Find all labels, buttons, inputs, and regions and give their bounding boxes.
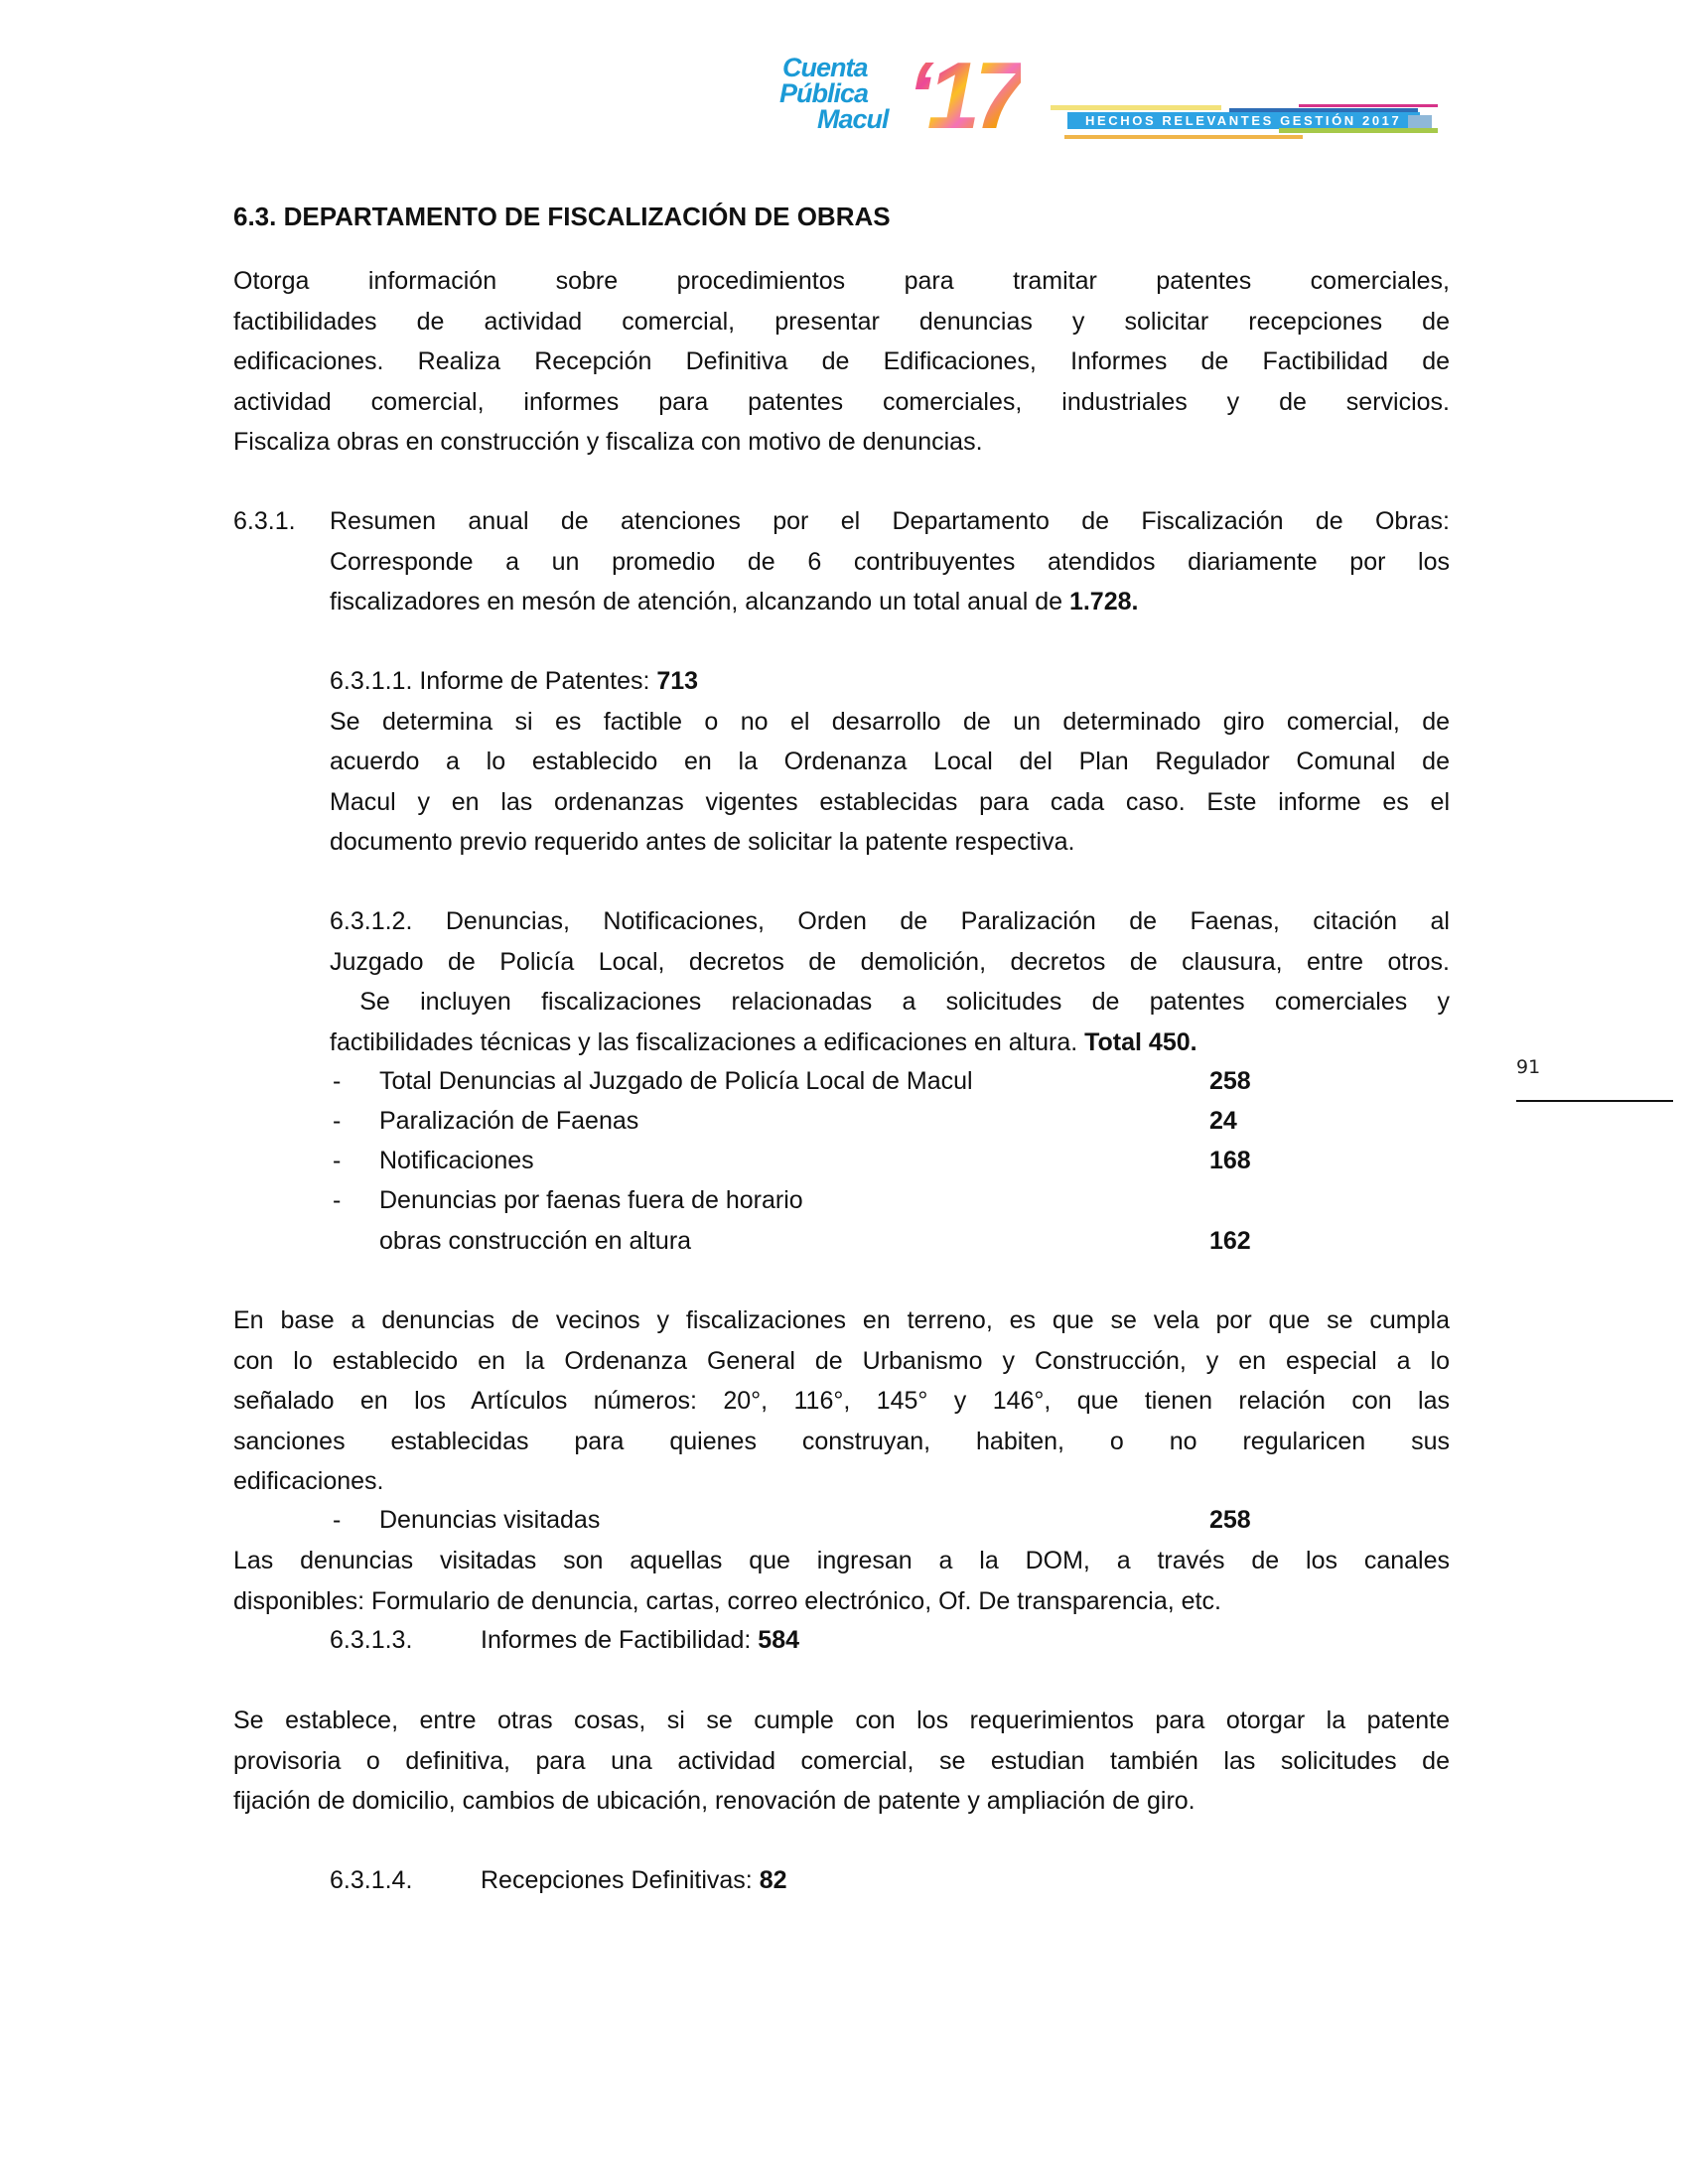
- visited-paragraph: [233, 1541, 1450, 1621]
- item-value: 258: [1209, 1067, 1251, 1095]
- item-label: Denuncias por faenas fuera de horario: [379, 1186, 803, 1214]
- text-line: Resumen anual de atenciones por el Departamento de Fiscalización de Obras:: [330, 507, 1450, 535]
- text-line: actividad comercial, informes para patentes comerciales, industriales y de servicios.: [233, 387, 1450, 416]
- text-line: Otorga información sobre procedimientos para tramitar patentes comerciales,: [233, 267, 1450, 295]
- annual-total: 1.728.: [1068, 588, 1139, 615]
- text-line: Se incluyen fiscalizaciones relacionadas a solicitudes de patentes comerciales y: [330, 988, 1450, 1016]
- text-line: En base a denuncias de vecinos y fiscalizaciones en terreno, es que se vela por que se cumpla: [233, 1306, 1450, 1334]
- text-line: Corresponde a un promedio de 6 contribuyentes atendidos diariamente por los: [330, 547, 1450, 576]
- text-line: Juzgado de Policía Local, decretos de demolición, decretos de clausura, entre otros.: [330, 947, 1450, 976]
- section-number-631: 6.3.1.: [233, 507, 296, 535]
- bullet-dash: -: [333, 1506, 342, 1534]
- cuenta-publica-logo: [779, 43, 1028, 149]
- item-label-continued: obras construcción en altura: [379, 1227, 692, 1255]
- item-label: Total Denuncias al Juzgado de Policía Local de Macul: [379, 1067, 973, 1095]
- banner-stripe-yellow: [1051, 105, 1221, 110]
- item-value: 258: [1209, 1506, 1251, 1534]
- header-banner: [1051, 103, 1440, 143]
- page-number: 91: [1516, 1056, 1541, 1078]
- patentes-value: 713: [656, 667, 699, 695]
- section-6311-title: 6.3.1.1. Informe de Patentes:: [330, 667, 657, 695]
- banner-stripe-orange: [1064, 135, 1303, 139]
- enforcement-paragraph: [233, 1300, 1450, 1502]
- section-6311: [330, 661, 1450, 863]
- section-number: 6.3.1.4.: [330, 1866, 413, 1894]
- logo-year: ‘17: [907, 43, 1022, 149]
- item-value: 24: [1209, 1107, 1237, 1135]
- text-line: edificaciones.: [233, 1467, 384, 1495]
- text-line: disponibles: Formulario de denuncia, cartas, correo electrónico, Of. De transparencia, etc.: [233, 1586, 1221, 1615]
- text-line: con lo establecido en la Ordenanza General de Urbanismo y Construcción, y en especial a lo: [233, 1346, 1450, 1375]
- section-heading: 6.3. DEPARTAMENTO DE FISCALIZACIÓN DE OBRAS: [233, 202, 891, 231]
- text-line: 6.3.1.2. Denuncias, Notificaciones, Orden de Paralización de Faenas, citación al: [330, 907, 1450, 935]
- text-line: factibilidades técnicas y las fiscalizaciones a edificaciones en altura.: [330, 1027, 1085, 1056]
- item-label: Paralización de Faenas: [379, 1107, 639, 1135]
- text-line: Se establece, entre otras cosas, si se cumple con los requerimientos para otorgar la patente: [233, 1706, 1450, 1734]
- intro-paragraph: [233, 261, 1450, 463]
- banner-stripe-magenta: [1299, 104, 1438, 107]
- factibilidad-value: 584: [758, 1626, 800, 1654]
- text-line: Fiscaliza obras en construcción y fiscaliza con motivo de denuncias.: [233, 428, 983, 456]
- text-line: acuerdo a lo establecido en la Ordenanza Local del Plan Regulador Comunal de: [330, 748, 1450, 775]
- bullet-dash: -: [333, 1186, 342, 1214]
- bullet-dash: -: [333, 1107, 342, 1135]
- section-title: Informes de Factibilidad:: [481, 1626, 759, 1654]
- text-line: provisoria o definitiva, para una actividad comercial, se estudian también las solicitudes de: [233, 1746, 1450, 1775]
- text-line: Macul y en las ordenanzas vigentes establecidas para cada caso. Este informe es el: [330, 787, 1450, 816]
- banner-title: HECHOS RELEVANTES GESTIÓN 2017: [1067, 112, 1420, 129]
- section-title: Recepciones Definitivas:: [481, 1866, 760, 1894]
- text-line: documento previo requerido antes de solicitar la patente respectiva.: [330, 828, 1075, 856]
- text-line: fiscalizadores en mesón de atención, alcanzando un total anual de: [330, 588, 1069, 615]
- item-value: 168: [1209, 1147, 1251, 1174]
- text-line: fijación de domicilio, cambios de ubicación, renovación de patente y ampliación de giro.: [233, 1787, 1196, 1815]
- item-label: Notificaciones: [379, 1147, 534, 1174]
- page-number-rule: [1516, 1100, 1673, 1102]
- denuncias-total: Total 450.: [1084, 1027, 1197, 1056]
- banner-stripe-green: [1279, 128, 1438, 133]
- text-line: Las denuncias visitadas son aquellas que ingresan a la DOM, a través de los canales: [233, 1547, 1450, 1574]
- section-number: 6.3.1.3.: [330, 1626, 413, 1654]
- bullet-dash: -: [333, 1147, 342, 1174]
- text-line: factibilidades de actividad comercial, presentar denuncias y solicitar recepciones de: [233, 307, 1450, 336]
- text-line: edificaciones. Realiza Recepción Definitiva de Edificaciones, Informes de Factibilidad de: [233, 347, 1450, 375]
- text-line: señalado en los Artículos números: 20°, 116°, 145° y 146°, que tienen relación con las: [233, 1387, 1450, 1415]
- item-value: 162: [1209, 1227, 1251, 1255]
- section-6312: [330, 901, 1450, 1062]
- text-line: sanciones establecidas para quienes construyan, habiten, o no regularicen sus: [233, 1427, 1450, 1455]
- factibilidad-paragraph: [233, 1701, 1450, 1822]
- item-label: Denuncias visitadas: [379, 1506, 601, 1534]
- text-line: Se determina si es factible o no el desarrollo de un determinado giro comercial, de: [330, 707, 1450, 736]
- recepciones-value: 82: [759, 1866, 787, 1894]
- banner-stripe-light: [1408, 115, 1432, 129]
- logo-wordmark: Cuenta Pública Macul: [779, 53, 889, 134]
- bullet-dash: -: [333, 1067, 342, 1095]
- section-631-text: [330, 501, 1450, 622]
